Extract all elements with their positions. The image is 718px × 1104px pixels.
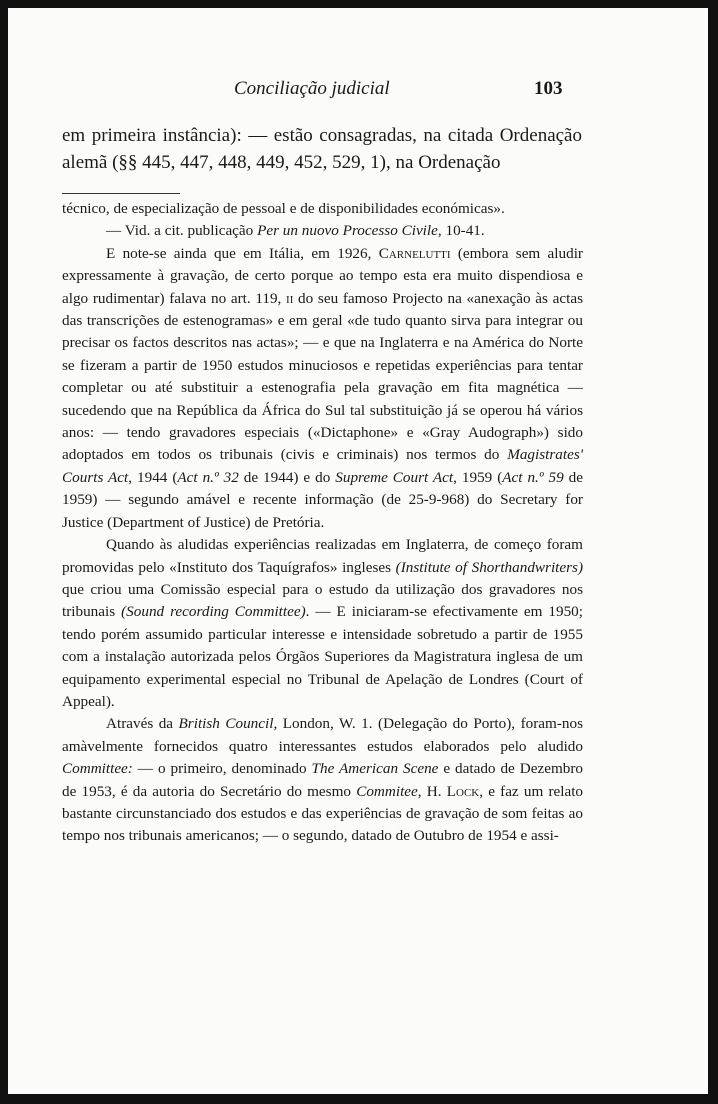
footnote-text: , 1944 (: [128, 468, 178, 486]
footnote-text: de 1944) e do: [238, 468, 336, 486]
footnote-text: — Vid. a cit. publicação: [106, 222, 258, 240]
footnote-text: E note-se ainda que em Itália, em 1926,: [106, 244, 379, 262]
footnote-paragraph: [62, 243, 583, 534]
footnote-text: , 1959 (: [453, 468, 503, 486]
italic-title: The American Scene: [311, 760, 439, 778]
italic-title: Supreme Court Act: [335, 468, 454, 486]
footnote-text: . — E iniciaram-se efectivamente em 1950; tendo porém assumido particular interesse e intensidade sobretudo a partir de 1955 com a instalação autorizada pelos Órgãos Superiores da Magistratura inglesa de um equipamento experimental especial no Tribunal de Apelação de Londres (Court of Appeal).: [62, 603, 583, 710]
footnote-text: Quando às aludidas experiências realizadas em Inglaterra, de começo foram promovidas pelo «Instituto dos Taquígrafos» ingleses: [62, 536, 583, 576]
footnotes: [62, 198, 583, 848]
footnote-rule: [62, 193, 180, 194]
roman-numeral: ii: [286, 289, 294, 307]
footnote-text: , London, W. 1. (Delegação do Porto), foram-nos amàvelmente fornecidos quatro interessantes estudos elaborados pelo aludido: [62, 715, 583, 755]
footnote-text: , 10-41.: [437, 222, 485, 240]
main-text: [62, 122, 582, 176]
running-title: Conciliação judicial: [234, 78, 390, 99]
page-number: 103: [534, 78, 563, 99]
footnote-text: de 1959) — segundo amável e recente informação (de 25-9-968) do Secretary for Justice (Department of Justice) de Pretória.: [62, 468, 583, 531]
footnote-paragraph: [62, 713, 583, 847]
italic-title: (Institute of Shorthandwriters): [395, 558, 584, 576]
footnote-text: que criou uma Comissão especial para o estudo da utilização dos gravadores nos tribunais: [62, 580, 583, 621]
footnote-text: técnico, de especialização de pessoal e de disponibilidades económicas».: [62, 200, 505, 217]
italic-title: (Sound recording Committee): [121, 603, 306, 621]
book-page: [8, 8, 708, 1094]
footnote-paragraph: [62, 534, 583, 713]
footnote-text: , H.: [417, 782, 447, 800]
italic-title: British Council: [178, 715, 274, 733]
italic-title: Act n.º 59: [502, 468, 564, 486]
footnote-text: , e faz um relato bastante circunstanciado dos estudos e das experiências de gravação de som feitas ao tempo nos tribunais americanos; — o segundo, datado de Outubro de 1954 e assi-: [62, 782, 584, 845]
footnote-text: e datado de Dezembro de 1953, é da autoria do Secretário do mesmo: [62, 760, 583, 800]
italic-title: Magistrates' Courts Act: [62, 446, 583, 486]
italic-title: Act n.º 32: [177, 468, 239, 486]
italic-title: Commitee: [356, 782, 418, 800]
footnote-text: Através da: [106, 715, 179, 733]
author-name: Carnelutti: [378, 244, 451, 262]
author-name: Lock: [446, 782, 480, 800]
italic-title: Committee:: [62, 760, 133, 778]
footnote-paragraph: [62, 220, 583, 242]
italic-title: Per un nuovo Processo Civile: [257, 222, 438, 240]
main-paragraph: em primeira instância): — estão consagradas, na citada Ordenação alemã (§§ 445, 447, 448, 449, 452, 529, 1), na Ordenação: [62, 125, 582, 173]
footnote-paragraph: [62, 198, 583, 220]
footnote-text: — o primeiro, denominado: [132, 760, 312, 778]
page-header: [8, 78, 708, 104]
footnote-text: do seu famoso Projecto na «anexação às actas das transcrições de estenogramas» e em geral «de tudo quanto sirva para integrar ou precisar os factos descritos nas actas»; — e que na Inglaterra e na América do Norte se fizeram a partir de 1950 estudos minuciosos e repetidas experiências para tentar completar ou até substituir a estenografia pela gravação em fita magnética — sucedendo que na República da África do Sul tal substituição já se operou há vários anos: — tendo gravadores especiais («Dictaphone» e «Gray Audograph») sido adoptados em todos os tribunais (civis e criminais) nos termos do: [62, 289, 583, 464]
footnote-text: (embora sem aludir expressamente à gravação, de certo porque ao tempo esta era muito dispendiosa e algo rudimentar) falava no art. 119,: [62, 244, 583, 307]
